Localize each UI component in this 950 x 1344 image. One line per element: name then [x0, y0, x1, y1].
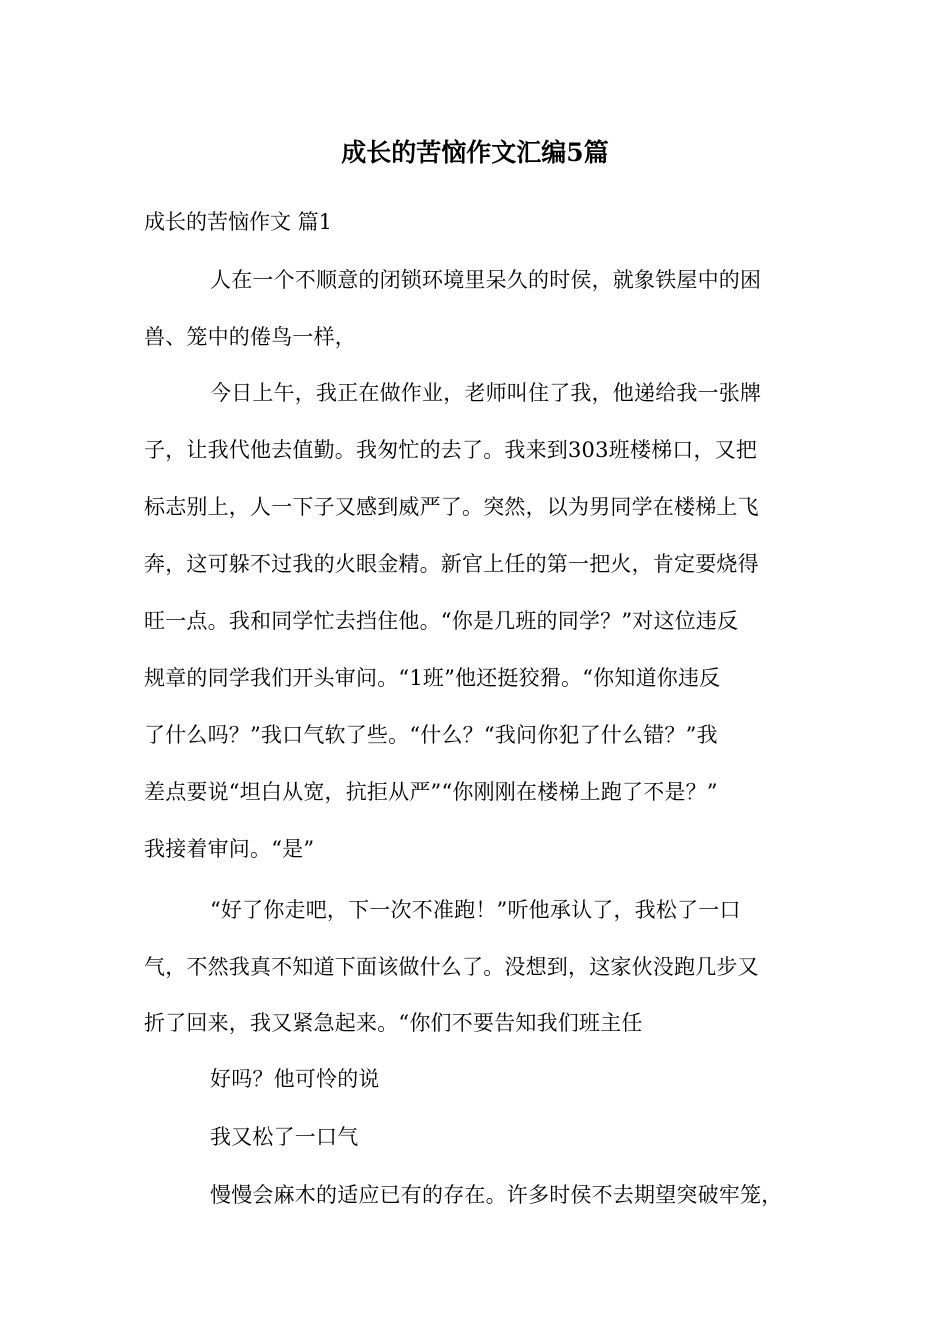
paragraph-line: 差点要说“坦白从宽，抗拒从严”“你刚刚在楼梯上跑了不是？”: [144, 780, 718, 804]
section-heading: 成长的苦恼作文 篇1: [144, 210, 333, 234]
paragraph-line: 旺一点。我和同学忙去挡住他。“你是几班的同学？”对这位违反: [144, 609, 739, 633]
paragraph-line: 我又松了一口气: [210, 1125, 359, 1149]
paragraph-line: 规章的同学我们开头审问。“1班”他还挺狡猾。“你知道你违反: [144, 666, 721, 690]
paragraph-line: 子，让我代他去值勤。我匆忙的去了。我来到303班楼梯口，又把: [144, 438, 758, 462]
document-title: 成长的苦恼作文汇编5篇: [341, 138, 609, 167]
paragraph-line: 好吗？他可怜的说: [210, 1067, 380, 1091]
paragraph-line: 慢慢会麻木的适应已有的存在。许多时侯不去期望突破牢笼，: [210, 1183, 783, 1207]
paragraph-line: 我接着审问。“是”: [144, 837, 315, 861]
paragraph-line: 标志别上，人一下子又感到威严了。突然，以为男同学在楼梯上飞: [144, 495, 759, 519]
paragraph-line: 今日上午，我正在做作业，老师叫住了我，他递给我一张牌: [210, 381, 762, 405]
paragraph-line: 折了回来，我又紧急起来。“你们不要告知我们班主任: [144, 1011, 643, 1035]
paragraph-line: 兽、笼中的倦鸟一样，: [144, 325, 356, 349]
paragraph-line: 气，不然我真不知道下面该做什么了。没想到，这家伙没跑几步又: [144, 955, 759, 979]
paragraph-line: 奔，这可躲不过我的火眼金精。新官上任的第一把火，肯定要烧得: [144, 552, 759, 576]
paragraph-line: 人在一个不顺意的闭锁环境里呆久的时侯，就象铁屋中的困: [210, 268, 762, 292]
paragraph-line: 了什么吗？”我口气软了些。“什么？“我问你犯了什么错？”我: [144, 723, 718, 747]
paragraph-line: “好了你走吧，下一次不准跑！”听他承认了，我松了一口: [210, 898, 741, 922]
